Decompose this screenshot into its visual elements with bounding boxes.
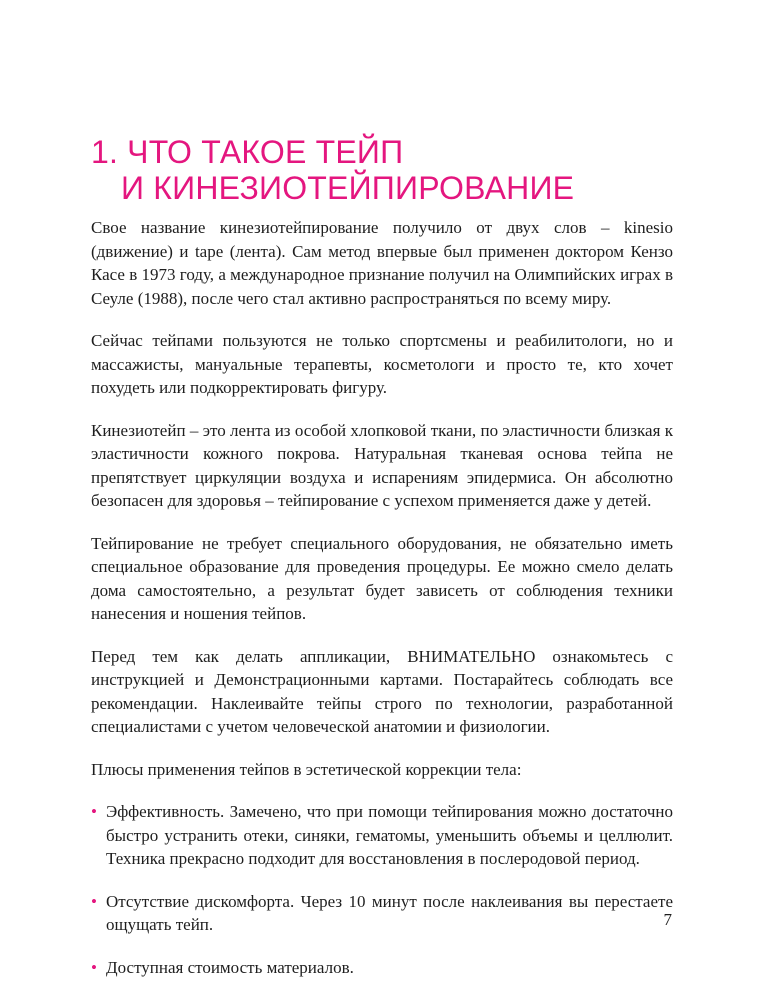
bullet-dot-icon: • <box>91 802 97 821</box>
page-number: 7 <box>663 910 672 929</box>
paragraph-kinesio-tape: Кинезиотейп – это лента из особой хлопковой ткани, по эластичности близкая к эластичности кожного покрова. Натуральная тканевая основа тейпа не препятствует циркуляции воздуха и испарениям эпидермиса. Он абсолютно безопасен для здоровья – тейпирование с успехом применяется даже у детей. <box>91 420 673 510</box>
list-item <box>91 890 673 937</box>
bullet-dot-icon: • <box>91 891 97 911</box>
bullet-dot-icon: • <box>91 957 97 977</box>
chapter-heading-line-2: И КИНЕЗИОТЕЙПИРОВАНИЕ <box>121 170 575 206</box>
chapter-heading-line-1: 1. ЧТО ТАКОЕ ТЕЙП <box>91 134 404 170</box>
list-item <box>91 800 673 871</box>
chapter-heading <box>91 134 574 206</box>
list-item-text: Доступная стоимость материалов. <box>106 957 354 977</box>
list-item-text: Эффективность. Замечено, что при помощи тейпирования можно достаточно быстро устранить отеки, синяки, гематомы, уменьшить объемы и целлюлит. Техника прекрасно подходит для восстановления в послеродовой период. <box>106 802 673 868</box>
paragraph-users: Сейчас тейпами пользуются не только спортсмены и реабилитологи, но и массажисты, мануальные терапевты, косметологи и просто те, кто хочет похудеть или подкорректировать фигуру. <box>91 331 673 397</box>
paragraph-instructions: Перед тем как делать аппликации, ВНИМАТЕЛЬНО ознакомьтесь с инструкцией и Демонстрационными картами. Постарайтесь соблюдать все рекомендации. Наклеивайте тейпы строго по технологии, разработанной специалистами с учетом человеческой анатомии и физиологии. <box>91 646 673 736</box>
benefits-list <box>91 800 673 979</box>
list-item <box>91 956 673 980</box>
list-item-text: Отсутствие дискомфорта. Через 10 минут после наклеивания вы перестаете ощущать тейп. <box>106 891 673 934</box>
paragraph-origin: Свое название кинезиотейпирование получило от двух слов – kinesio (движение) и tape (лента). Сам метод впервые был применен доктором Кензо Касе в 1973 году, а международное признание получил на Олимпийских играх в Сеуле (1988), после чего стал активно распространяться по всему миру. <box>91 218 673 308</box>
body-text <box>91 216 673 998</box>
paragraph-benefits-intro: Плюсы применения тейпов в эстетической коррекции тела: <box>91 759 522 779</box>
paragraph-equipment: Тейпирование не требует специального оборудования, не обязательно иметь специальное образование для проведения процедуры. Ее можно смело делать дома самостоятельно, а результат будет зависеть от соблюдения техники нанесения и ношения тейпов. <box>91 533 673 623</box>
